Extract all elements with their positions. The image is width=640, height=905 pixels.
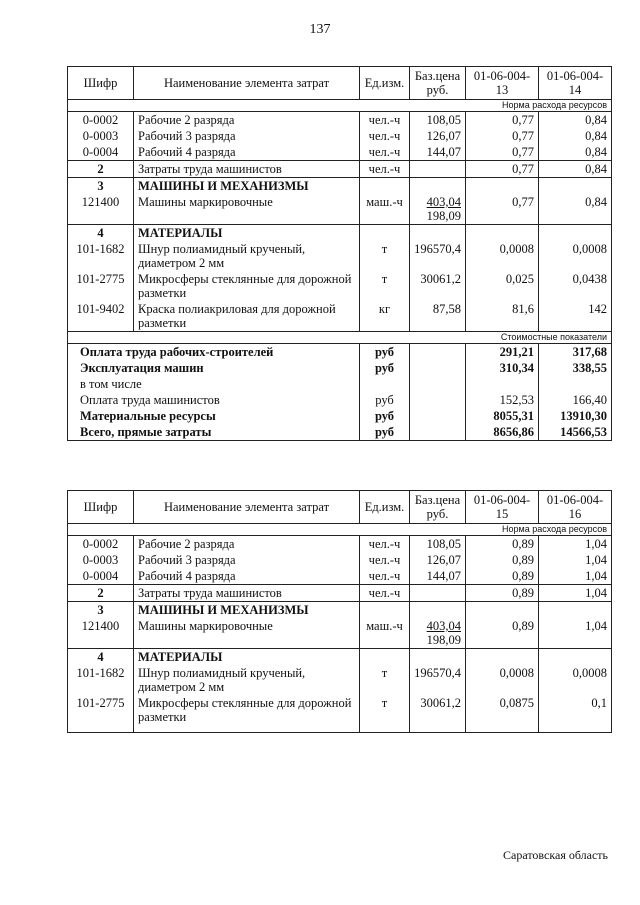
header-unit: Ед.изм. — [360, 491, 410, 524]
footer-region: Саратовская область — [502, 848, 608, 862]
summary-value-1: 152,53 — [466, 392, 539, 408]
row-code: 121400 — [68, 618, 134, 649]
row-price: 126,07 — [410, 128, 466, 144]
row-value-2: 0,84 — [539, 144, 612, 161]
row-value-1: 0,77 — [466, 194, 539, 225]
summary-name: Оплата труда машинистов — [68, 392, 360, 408]
table-row — [68, 695, 612, 733]
row-code: 2 — [68, 161, 134, 178]
row-value-1: 0,0875 — [466, 695, 539, 733]
row-unit: чел.-ч — [360, 144, 410, 161]
row-value-2: 142 — [539, 301, 612, 332]
row-value-1: 0,89 — [466, 618, 539, 649]
header-code: Шифр — [68, 491, 134, 524]
section-title: МАТЕРИАЛЫ — [134, 649, 360, 666]
row-code: 101-2775 — [68, 695, 134, 733]
row-unit: маш.-ч — [360, 194, 410, 225]
row-price: 30061,2 — [410, 271, 466, 301]
row-name: Рабочие 2 разряда — [134, 112, 360, 129]
price-bottom: 198,09 — [426, 209, 461, 223]
row-unit: чел.-ч — [360, 128, 410, 144]
row-code: 0-0003 — [68, 552, 134, 568]
row-value-2: 1,04 — [539, 568, 612, 585]
table-row — [68, 536, 612, 553]
row-name: Краска полиакриловая для дорожной разметки — [134, 301, 360, 332]
table-row — [68, 568, 612, 585]
row-name: Машины маркировочные — [134, 194, 360, 225]
row-name: Машины маркировочные — [134, 618, 360, 649]
summary-name: Материальные ресурсы — [68, 408, 360, 424]
row-price: 126,07 — [410, 552, 466, 568]
row-price: 108,05 — [410, 536, 466, 553]
row-value-1: 0,77 — [466, 144, 539, 161]
row-value-2: 0,84 — [539, 128, 612, 144]
header-col1: 01-06-004-15 — [466, 491, 539, 524]
row-value-1: 0,025 — [466, 271, 539, 301]
row-code: 0-0002 — [68, 112, 134, 129]
summary-row — [68, 360, 612, 376]
row-price — [410, 161, 466, 178]
page-number: 137 — [309, 22, 331, 37]
section-title: МАТЕРИАЛЫ — [134, 225, 360, 242]
summary-unit: руб — [360, 392, 410, 408]
summary-row — [68, 376, 612, 392]
table-row — [68, 271, 612, 301]
row-name: Затраты труда машинистов — [134, 585, 360, 602]
row-value-2: 0,84 — [539, 161, 612, 178]
row-value-1: 0,89 — [466, 585, 539, 602]
row-unit: чел.-ч — [360, 112, 410, 129]
table-row — [68, 552, 612, 568]
row-unit: т — [360, 241, 410, 271]
row-price — [410, 585, 466, 602]
summary-unit: руб — [360, 344, 410, 361]
summary-value-2: 338,55 — [539, 360, 612, 376]
section-code: 3 — [68, 602, 134, 619]
summary-name: Эксплуатация машин — [68, 360, 360, 376]
row-code: 2 — [68, 585, 134, 602]
row-name: Микросферы стеклянные для дорожной разметки — [134, 271, 360, 301]
summary-value-2 — [539, 376, 612, 392]
table-header-row — [68, 491, 612, 524]
summary-value-2: 14566,53 — [539, 424, 612, 441]
row-name: Рабочий 3 разряда — [134, 128, 360, 144]
table-row — [68, 301, 612, 332]
row-value-2: 1,04 — [539, 585, 612, 602]
row-unit: т — [360, 271, 410, 301]
price-top: 403,04 — [426, 195, 461, 209]
row-value-1: 81,6 — [466, 301, 539, 332]
norm-label-row — [68, 100, 612, 112]
row-value-2: 0,0008 — [539, 665, 612, 695]
row-value-1: 0,77 — [466, 161, 539, 178]
row-value-1: 0,89 — [466, 552, 539, 568]
row-name: Рабочий 4 разряда — [134, 568, 360, 585]
table-row — [68, 112, 612, 129]
row-unit: чел.-ч — [360, 568, 410, 585]
row-value-2: 1,04 — [539, 552, 612, 568]
row-code: 101-2775 — [68, 271, 134, 301]
row-price: 108,05 — [410, 112, 466, 129]
section-code: 3 — [68, 178, 134, 195]
row-unit: чел.-ч — [360, 161, 410, 178]
row-value-1: 0,77 — [466, 112, 539, 129]
row-name: Микросферы стеклянные для дорожной разметки — [134, 695, 360, 733]
summary-row — [68, 392, 612, 408]
price-bottom: 198,09 — [426, 633, 461, 647]
row-code: 0-0002 — [68, 536, 134, 553]
row-value-2: 0,84 — [539, 112, 612, 129]
row-value-2: 0,0008 — [539, 241, 612, 271]
resource-table-2 — [67, 490, 612, 733]
table-row — [68, 241, 612, 271]
header-name: Наименование элемента затрат — [134, 491, 360, 524]
row-unit: чел.-ч — [360, 536, 410, 553]
summary-value-2: 166,40 — [539, 392, 612, 408]
row-value-1: 0,0008 — [466, 665, 539, 695]
row-value-2: 0,0438 — [539, 271, 612, 301]
summary-unit: руб — [360, 408, 410, 424]
row-price: 196570,4 — [410, 241, 466, 271]
summary-unit: руб — [360, 424, 410, 441]
row-code: 101-1682 — [68, 241, 134, 271]
summary-row — [68, 344, 612, 361]
row-unit: чел.-ч — [360, 585, 410, 602]
row-name: Рабочий 4 разряда — [134, 144, 360, 161]
summary-name: в том числе — [68, 376, 360, 392]
row-unit: т — [360, 665, 410, 695]
row-price: 30061,2 — [410, 695, 466, 733]
row-value-2: 1,04 — [539, 618, 612, 649]
row-unit: маш.-ч — [360, 618, 410, 649]
norm-label: Норма расхода ресурсов — [68, 100, 612, 112]
section-title: МАШИНЫ И МЕХАНИЗМЫ — [134, 602, 360, 619]
header-name: Наименование элемента затрат — [134, 67, 360, 100]
section-code: 4 — [68, 649, 134, 666]
summary-value-1: 8656,86 — [466, 424, 539, 441]
resource-table-1 — [67, 66, 612, 441]
row-name: Шнур полиамидный крученый, диаметром 2 мм — [134, 241, 360, 271]
table-row — [68, 194, 612, 225]
row-code: 0-0004 — [68, 144, 134, 161]
cost-label-row — [68, 332, 612, 344]
row-name: Рабочий 3 разряда — [134, 552, 360, 568]
header-code: Шифр — [68, 67, 134, 100]
summary-unit: руб — [360, 360, 410, 376]
norm-label: Норма расхода ресурсов — [68, 524, 612, 536]
summary-name: Всего, прямые затраты — [68, 424, 360, 441]
row-value-1: 0,0008 — [466, 241, 539, 271]
row-name: Рабочие 2 разряда — [134, 536, 360, 553]
summary-value-2: 317,68 — [539, 344, 612, 361]
row-value-1: 0,89 — [466, 536, 539, 553]
row-name: Шнур полиамидный крученый, диаметром 2 мм — [134, 665, 360, 695]
section-code: 4 — [68, 225, 134, 242]
summary-row — [68, 424, 612, 441]
row-value-2: 1,04 — [539, 536, 612, 553]
row-value-1: 0,89 — [466, 568, 539, 585]
row-price: 87,58 — [410, 301, 466, 332]
table-row — [68, 585, 612, 602]
price-top: 403,04 — [426, 619, 461, 633]
row-name: Затраты труда машинистов — [134, 161, 360, 178]
summary-unit — [360, 376, 410, 392]
row-code: 101-9402 — [68, 301, 134, 332]
table-row — [68, 618, 612, 649]
summary-row — [68, 408, 612, 424]
header-col1: 01-06-004-13 — [466, 67, 539, 100]
summary-value-1: 8055,31 — [466, 408, 539, 424]
row-price: 144,07 — [410, 568, 466, 585]
table-row — [68, 128, 612, 144]
row-value-1: 0,77 — [466, 128, 539, 144]
summary-value-2: 13910,30 — [539, 408, 612, 424]
row-price — [410, 194, 466, 225]
row-value-2: 0,84 — [539, 194, 612, 225]
row-code: 121400 — [68, 194, 134, 225]
row-price: 196570,4 — [410, 665, 466, 695]
header-base-price: Баз.цена руб. — [410, 67, 466, 100]
table-row — [68, 665, 612, 695]
section-row — [68, 649, 612, 666]
header-col2: 01-06-004-14 — [539, 67, 612, 100]
row-unit: кг — [360, 301, 410, 332]
row-price: 144,07 — [410, 144, 466, 161]
row-code: 0-0003 — [68, 128, 134, 144]
row-unit: т — [360, 695, 410, 733]
section-row — [68, 225, 612, 242]
summary-value-1 — [466, 376, 539, 392]
table-row — [68, 161, 612, 178]
header-col2: 01-06-004-16 — [539, 491, 612, 524]
section-title: МАШИНЫ И МЕХАНИЗМЫ — [134, 178, 360, 195]
header-base-price: Баз.цена руб. — [410, 491, 466, 524]
table-row — [68, 144, 612, 161]
header-unit: Ед.изм. — [360, 67, 410, 100]
row-code: 101-1682 — [68, 665, 134, 695]
row-code: 0-0004 — [68, 568, 134, 585]
summary-value-1: 291,21 — [466, 344, 539, 361]
summary-name: Оплата труда рабочих-строителей — [68, 344, 360, 361]
section-row — [68, 602, 612, 619]
summary-value-1: 310,34 — [466, 360, 539, 376]
cost-label: Стоимостные показатели — [68, 332, 612, 344]
row-unit: чел.-ч — [360, 552, 410, 568]
section-row — [68, 178, 612, 195]
table-header-row — [68, 67, 612, 100]
row-price — [410, 618, 466, 649]
row-value-2: 0,1 — [539, 695, 612, 733]
norm-label-row — [68, 524, 612, 536]
